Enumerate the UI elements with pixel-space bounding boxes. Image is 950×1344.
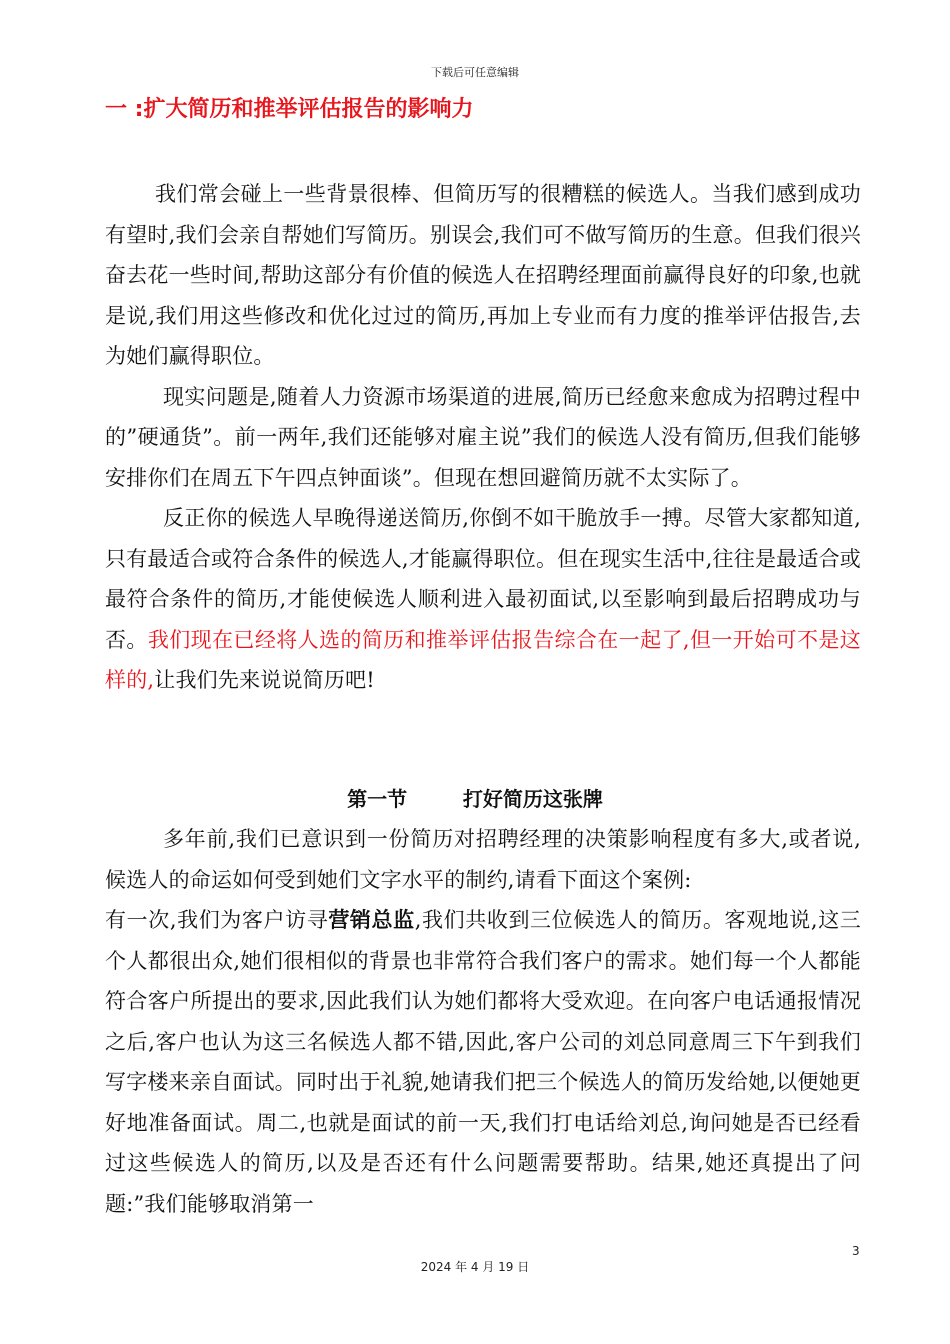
section-paragraph-2-text: 有一次,我们为客户访寻 xyxy=(105,908,329,932)
section-paragraph-2-tail: ,我们共收到三位候选人的简历。客观地说,这三个人都很出众,她们很相似的背景也非常符合我们客户的需求。她们每一个人都能符合客户所提出的要求,因此我们认为她们都将大受欢迎。在向客户电话通报情况之后,客户也认为这三名候选人都不错,因此,客户公司的刘总同意周三下午到我们写字楼来亲自面试。同时出于礼貌,她请我们把三个候选人的简历发给她,以便她更好地准备面试。周二,也就是面试的前一天,我们打电话给刘总,询问她是否已经看过这些候选人的简历,以及是否还有什么问题需要帮助。结果,她还真提出了问题:”我们能够取消第一 xyxy=(105,908,861,1216)
job-title-emphasis: 营销总监 xyxy=(328,907,415,932)
paragraph-3 xyxy=(105,498,861,701)
paragraph-3-highlight: 我们现在已经将人选的简历和推举评估报告综合在一起了,但一开始可不是这样的, xyxy=(105,627,861,692)
section-heading: 第一节 打好简历这张牌 xyxy=(347,787,603,811)
chapter-title: 一 :扩大简历和推举评估报告的影响力 xyxy=(105,97,474,122)
section-body xyxy=(105,819,861,1224)
page-number: 3 xyxy=(852,1244,860,1258)
section-paragraph-1: 多年前,我们已意识到一份简历对招聘经理的决策影响程度有多大,或者说,候选人的命运如何受到她们文字水平的制约,请看下面这个案例: xyxy=(105,827,861,892)
intro-body xyxy=(105,174,861,701)
paragraph-3-tail: 让我们先来说说简历吧! xyxy=(154,668,375,692)
footer-date: 2024 年 4 月 19 日 xyxy=(420,1260,530,1274)
section-paragraph-2 xyxy=(105,900,861,1224)
paragraph-2: 现实问题是,随着人力资源市场渠道的进展,简历已经愈来愈成为招聘过程中的”硬通货”。前一两年,我们还能够对雇主说”我们的候选人没有简历,但我们能够安排你们在周五下午四点钟面谈”。但现在想回避简历就不太实际了。 xyxy=(105,384,861,490)
page-header-note: 下载后可任意编辑 xyxy=(431,66,519,79)
paragraph-1: 我们常会碰上一些背景很棒、但简历写的很糟糕的候选人。当我们感到成功有望时,我们会亲自帮她们写简历。别误会,我们可不做写简历的生意。但我们很兴奋去花一些时间,帮助这部分有价值的候选人在招聘经理面前赢得良好的印象,也就是说,我们用这些修改和优化过过的简历,再加上专业而有力度的推举评估报告,去为她们赢得职位。 xyxy=(105,182,861,368)
paragraph-3-text: 反正你的候选人早晚得递送简历,你倒不如干脆放手一搏。尽管大家都知道,只有最适合或符合条件的候选人,才能赢得职位。但在现实生活中,往往是最适合或最符合条件的简历,才能使候选人顺利进入最初面试,以至影响到最后招聘成功与否。 xyxy=(105,506,861,652)
